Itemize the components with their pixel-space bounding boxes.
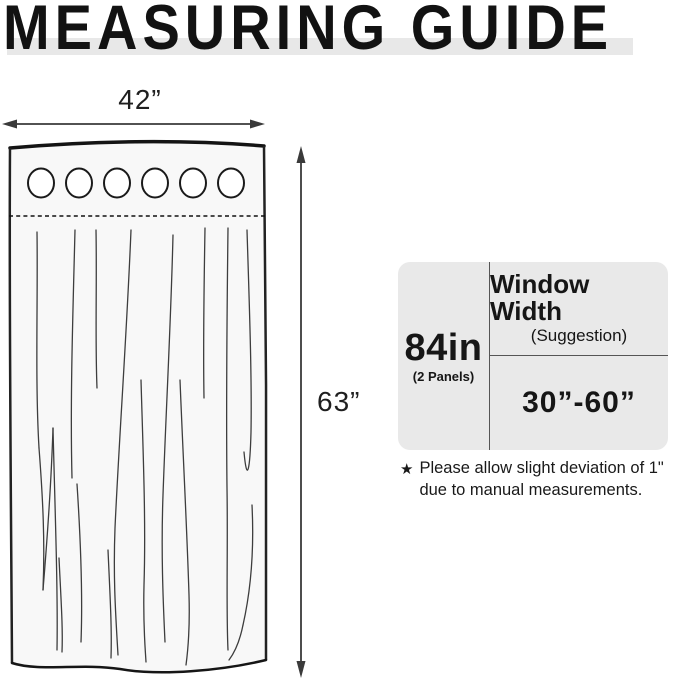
window-width-header: Window Width (490, 268, 590, 326)
height-dimension-label: 63” (317, 386, 361, 417)
panel-count-label: (2 Panels) (412, 368, 475, 384)
window-width-header-cell (490, 262, 668, 355)
size-suggestion-table (398, 262, 668, 450)
page-header (0, 0, 679, 63)
measurement-disclaimer (398, 458, 676, 502)
curtain-panel (9, 142, 266, 673)
height-arrow-icon (297, 146, 306, 678)
window-width-subheader: (Suggestion) (530, 326, 628, 346)
disclaimer-text (419, 458, 663, 502)
disclaimer-line-2: due to manual measurements. (419, 480, 643, 499)
panel-size-value: 84in (404, 326, 483, 369)
width-arrow-icon (2, 120, 265, 129)
window-width-column (490, 262, 668, 450)
panel-size-cell (398, 262, 490, 450)
disclaimer-line-1: Please allow slight deviation of 1" (419, 459, 664, 477)
window-width-range: 30”-60” (490, 355, 668, 450)
star-icon: ★ (400, 461, 414, 478)
width-dimension-label: 42” (118, 84, 162, 115)
page-title: MEASURING GUIDE (3, 0, 614, 63)
